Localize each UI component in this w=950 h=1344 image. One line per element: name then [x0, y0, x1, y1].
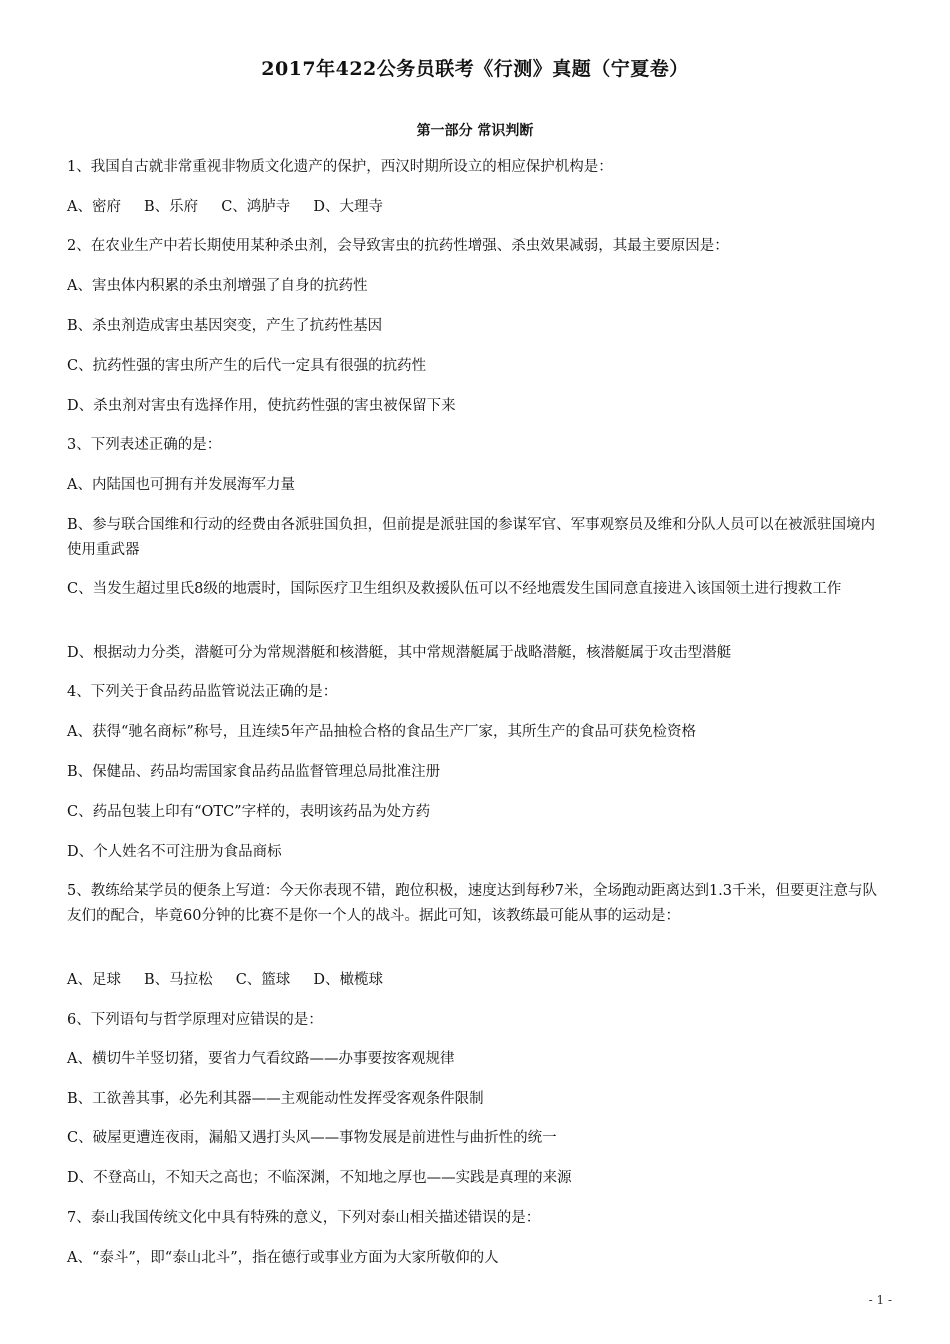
question-4-option-d: D、个人姓名不可注册为食品商标	[67, 844, 282, 860]
question-4-option-b: B、保健品、药品均需国家食品药品监督管理总局批准注册	[67, 764, 441, 780]
document-title: 2017年422公务员联考《行测》真题（宁夏卷）	[261, 58, 689, 80]
question-1-options: A、密府 B、乐府 C、鸿胪寺 D、大理寺	[67, 199, 383, 215]
section-heading: 第一部分 常识判断	[416, 123, 534, 139]
question-1: 1、我国自古就非常重视非物质文化遗产的保护，西汉时期所设立的相应保护机构是：	[67, 159, 613, 175]
question-2-option-b: B、杀虫剂造成害虫基因突变，产生了抗药性基因	[67, 318, 383, 334]
question-3-option-b: B、参与联合国维和行动的经费由各派驻国负担，但前提是派驻国的参谋军官、军事观察员及维和分队人员可以在被派驻国境内使用重武器	[67, 517, 876, 558]
question-2-option-c: C、抗药性强的害虫所产生的后代一定具有很强的抗药性	[67, 358, 427, 374]
question-5: 5、教练给某学员的便条上写道：今天你表现不错，跑位积极，速度达到每秒7米，全场跑动距离达到1.3千米，但要更注意与队友们的配合，毕竟60分钟的比赛不是你一个人的战斗。据此可知，该教练最可能从事的运动是：	[67, 883, 878, 924]
question-3-option-d: D、根据动力分类，潜艇可分为常规潜艇和核潜艇，其中常规潜艇属于战略潜艇，核潜艇属于攻击型潜艇	[67, 645, 732, 661]
question-6-option-d: D、不登高山，不知天之高也；不临深渊，不知地之厚也——实践是真理的来源	[67, 1170, 572, 1186]
question-4-option-c: C、药品包装上印有“OTC”字样的，表明该药品为处方药	[67, 804, 431, 820]
question-4: 4、下列关于食品药品监管说法正确的是：	[67, 684, 338, 700]
question-6-option-a: A、横切牛羊竖切猪，要省力气看纹路——办事要按客观规律	[67, 1051, 455, 1067]
question-6: 6、下列语句与哲学原理对应错误的是：	[67, 1012, 323, 1028]
question-3-option-c: C、当发生超过里氏8级的地震时，国际医疗卫生组织及救援队伍可以不经地震发生国同意直接进入该国领土进行搜救工作	[67, 581, 842, 597]
question-2-option-d: D、杀虫剂对害虫有选择作用，使抗药性强的害虫被保留下来	[67, 398, 456, 414]
question-2-option-a: A、害虫体内积累的杀虫剂增强了自身的抗药性	[67, 278, 368, 294]
question-5-options: A、足球 B、马拉松 C、篮球 D、橄榄球	[67, 972, 383, 988]
question-3: 3、下列表述正确的是：	[67, 437, 222, 453]
question-4-option-a: A、获得“驰名商标”称号，且连续5年产品抽检合格的食品生产厂家，其所生产的食品可获免检资格	[67, 724, 697, 740]
page-number: - 1 -	[868, 1293, 892, 1307]
question-6-option-b: B、工欲善其事，必先利其器——主观能动性发挥受客观条件限制	[67, 1091, 484, 1107]
question-7: 7、泰山我国传统文化中具有特殊的意义，下列对泰山相关描述错误的是：	[67, 1210, 541, 1226]
question-2: 2、在农业生产中若长期使用某种杀虫剂，会导致害虫的抗药性增强、杀虫效果减弱，其最主要原因是：	[67, 238, 729, 254]
question-7-option-a: A、“泰斗”，即“泰山北斗”，指在德行或事业方面为大家所敬仰的人	[67, 1250, 499, 1266]
question-6-option-c: C、破屋更遭连夜雨，漏船又遇打头风——事物发展是前进性与曲折性的统一	[67, 1130, 557, 1146]
question-3-option-a: A、内陆国也可拥有并发展海军力量	[67, 477, 295, 493]
